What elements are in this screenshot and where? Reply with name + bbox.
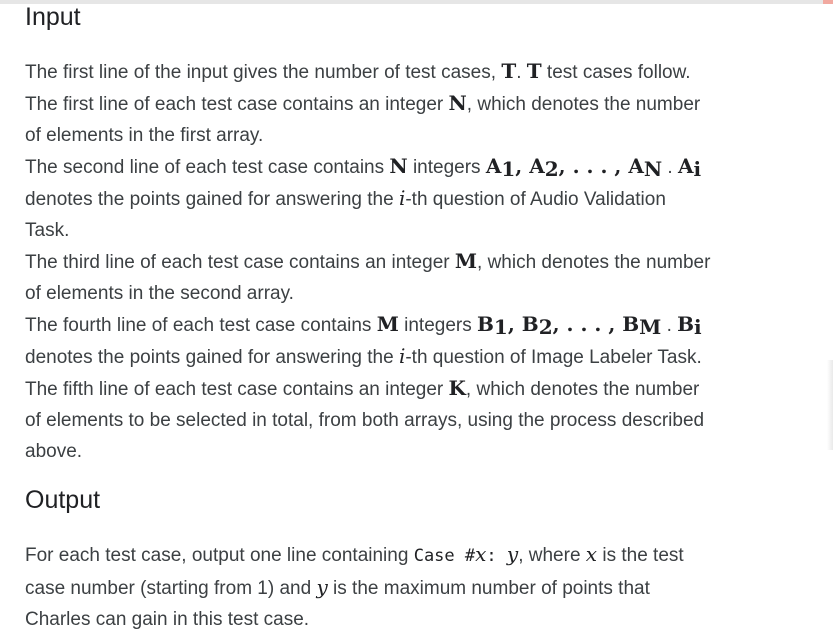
input-line-3: of elements in the first array. <box>25 125 264 146</box>
input-line-9: The fourth line of each test case contains M integers $B_1$, $B_2$, . . . , $B_M$ . $B_i$ <box>25 312 702 339</box>
case-format-code: Case # <box>413 546 476 566</box>
input-line-12: of elements to be selected in total, from both arrays, using the process described <box>25 410 705 431</box>
scroll-edge-shadow <box>827 360 833 450</box>
output-line-3: Charles can gain in this test case. <box>25 609 310 630</box>
input-line-6: Task. <box>25 220 70 241</box>
input-line-2: The first line of each test case contains an integer N, which denotes the number <box>25 91 701 115</box>
output-line-2: case number (starting from 1) and y is the maximum number of points that <box>25 575 650 599</box>
input-line-4: The second line of each test case contains N integers $A_1$, $A_2$, . . . , $A_N$ . $A_i$ <box>25 154 702 181</box>
input-line-1: The first line of the input gives the number of test cases, T. T test cases follow. <box>25 59 691 83</box>
input-heading: Input <box>25 3 81 31</box>
input-line-5: denotes the points gained for answering the i-th question of Audio Validation <box>25 186 666 210</box>
input-description <box>25 56 805 467</box>
top-divider <box>0 0 833 4</box>
input-line-10: denotes the points gained for answering the i-th question of Image Labeler Task. <box>25 344 702 368</box>
output-heading: Output <box>25 486 101 514</box>
input-line-11: The fifth line of each test case contains an integer K, which denotes the number <box>25 376 700 400</box>
output-description <box>25 539 805 635</box>
input-line-7: The third line of each test case contains an integer M, which denotes the number <box>25 249 711 273</box>
input-line-13: above. <box>25 441 83 462</box>
top-divider-accent <box>823 0 833 4</box>
output-line-1: For each test case, output one line containing Case #x: y, where x is the test <box>25 542 684 566</box>
input-line-8: of elements in the second array. <box>25 283 294 304</box>
